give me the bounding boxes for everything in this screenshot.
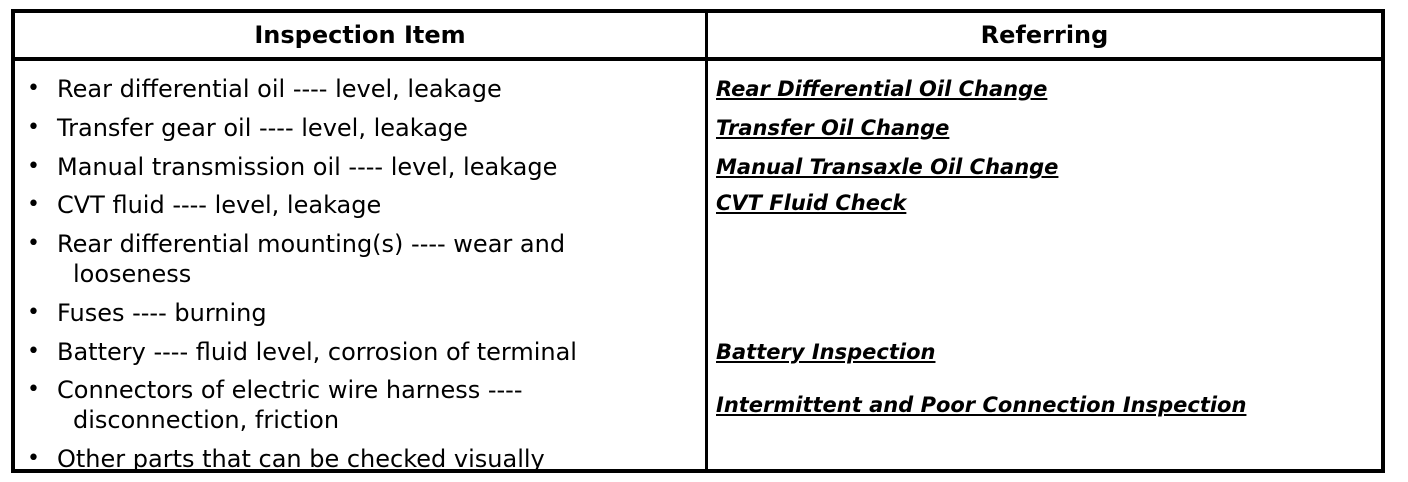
ref-link-transfer-oil-change[interactable]: Transfer Oil Change <box>716 116 950 140</box>
item-text: Rear differential oil ---- level, leakage <box>57 75 502 103</box>
bullet-icon: • <box>27 154 40 179</box>
bullet-icon: • <box>27 300 40 325</box>
inspection-table <box>11 9 1385 473</box>
ref-link-rear-differential-oil-change[interactable]: Rear Differential Oil Change <box>716 77 1048 101</box>
header-referring: Referring <box>980 21 1109 49</box>
item-text <box>57 375 677 435</box>
bullet-icon: • <box>27 377 40 402</box>
item-text: Transfer gear oil ---- level, leakage <box>57 114 468 142</box>
bullet-icon: • <box>27 339 40 364</box>
bullet-icon: • <box>27 446 40 471</box>
ref-link-battery-inspection[interactable]: Battery Inspection <box>716 340 936 364</box>
item-line-2: disconnection, friction <box>73 406 340 434</box>
item-line-1: Connectors of electric wire harness ---- <box>57 376 523 404</box>
header-inspection-item: Inspection Item <box>254 21 466 49</box>
item-text: Other parts that can be checked visually <box>57 445 545 473</box>
item-text: Manual transmission oil ---- level, leakage <box>57 153 558 181</box>
item-text <box>57 229 677 289</box>
ref-link-manual-transaxle-oil-change[interactable]: Manual Transaxle Oil Change <box>716 155 1059 179</box>
item-text: Fuses ---- burning <box>57 299 267 327</box>
item-line-2: looseness <box>73 260 192 288</box>
ref-link-intermittent-poor-connection-inspection[interactable]: Intermittent and Poor Connection Inspection <box>716 393 1247 417</box>
bullet-icon: • <box>27 192 40 217</box>
column-divider <box>705 13 708 469</box>
item-text: Battery ---- fluid level, corrosion of terminal <box>57 338 577 366</box>
item-text: CVT fluid ---- level, leakage <box>57 191 382 219</box>
bullet-icon: • <box>27 115 40 140</box>
ref-link-cvt-fluid-check[interactable]: CVT Fluid Check <box>716 191 907 215</box>
bullet-icon: • <box>27 231 40 256</box>
item-line-1: Rear differential mounting(s) ---- wear and <box>57 230 566 258</box>
bullet-icon: • <box>27 76 40 101</box>
table-header <box>15 13 1381 61</box>
